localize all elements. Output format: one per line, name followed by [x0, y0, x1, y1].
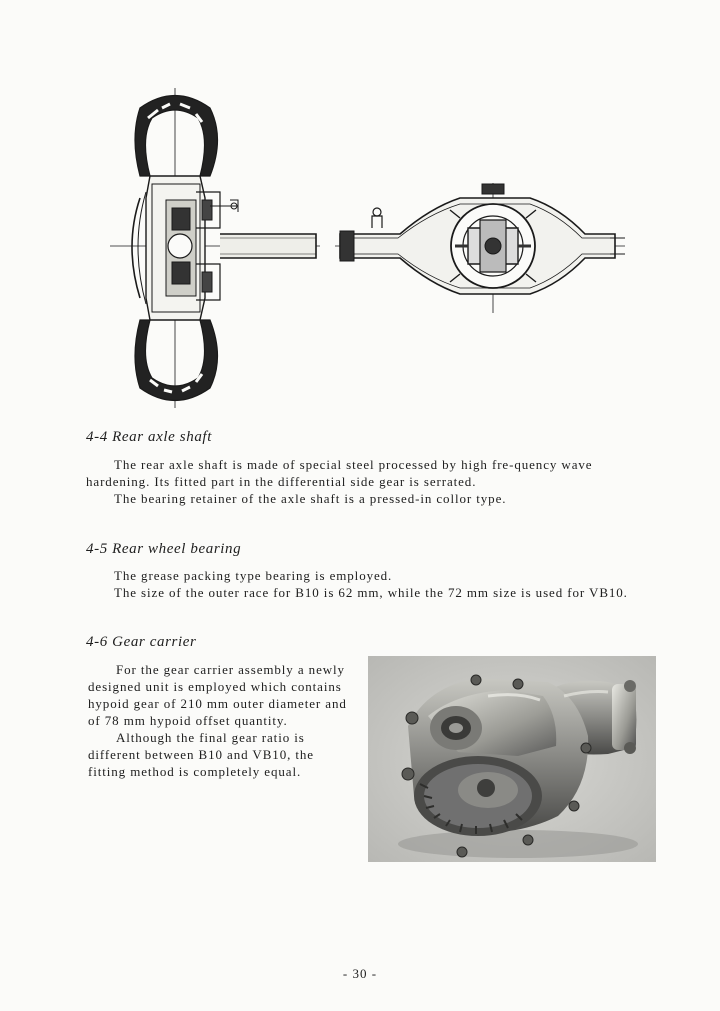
heading-rear-wheel-bearing: 4-5 Rear wheel bearing [86, 541, 242, 557]
paragraph: The rear axle shaft is made of special steel processed by high fre-quency wave hardening. Its fitted part in the differential side gear is serrated. [86, 457, 593, 489]
paragraph: Although the final gear ratio is different between B10 and VB10, the fitting method is completely equal. [88, 730, 314, 779]
heading-rear-axle-shaft: 4-4 Rear axle shaft [86, 429, 212, 445]
paragraph: The bearing retainer of the axle shaft is a pressed-in collor type. [114, 491, 507, 506]
rear-axle-drawing [110, 88, 630, 408]
rear-wheel-bearing-body [86, 567, 646, 601]
gear-carrier-photo [368, 656, 656, 862]
paragraph: The grease packing type bearing is employed. [114, 568, 393, 583]
page-number: - 30 - [342, 966, 378, 981]
paragraph: The size of the outer race for B10 is 62 mm, while the 72 mm size is used for VB10. [114, 585, 628, 600]
heading-gear-carrier: 4-6 Gear carrier [86, 634, 197, 650]
rear-axle-shaft-body [86, 456, 646, 507]
gear-carrier-body [88, 661, 352, 780]
paragraph: For the gear carrier assembly a newly designed unit is employed which contains hypoid gear of 210 mm outer diameter and of 78 mm hypoid offset quantity. [88, 662, 347, 728]
